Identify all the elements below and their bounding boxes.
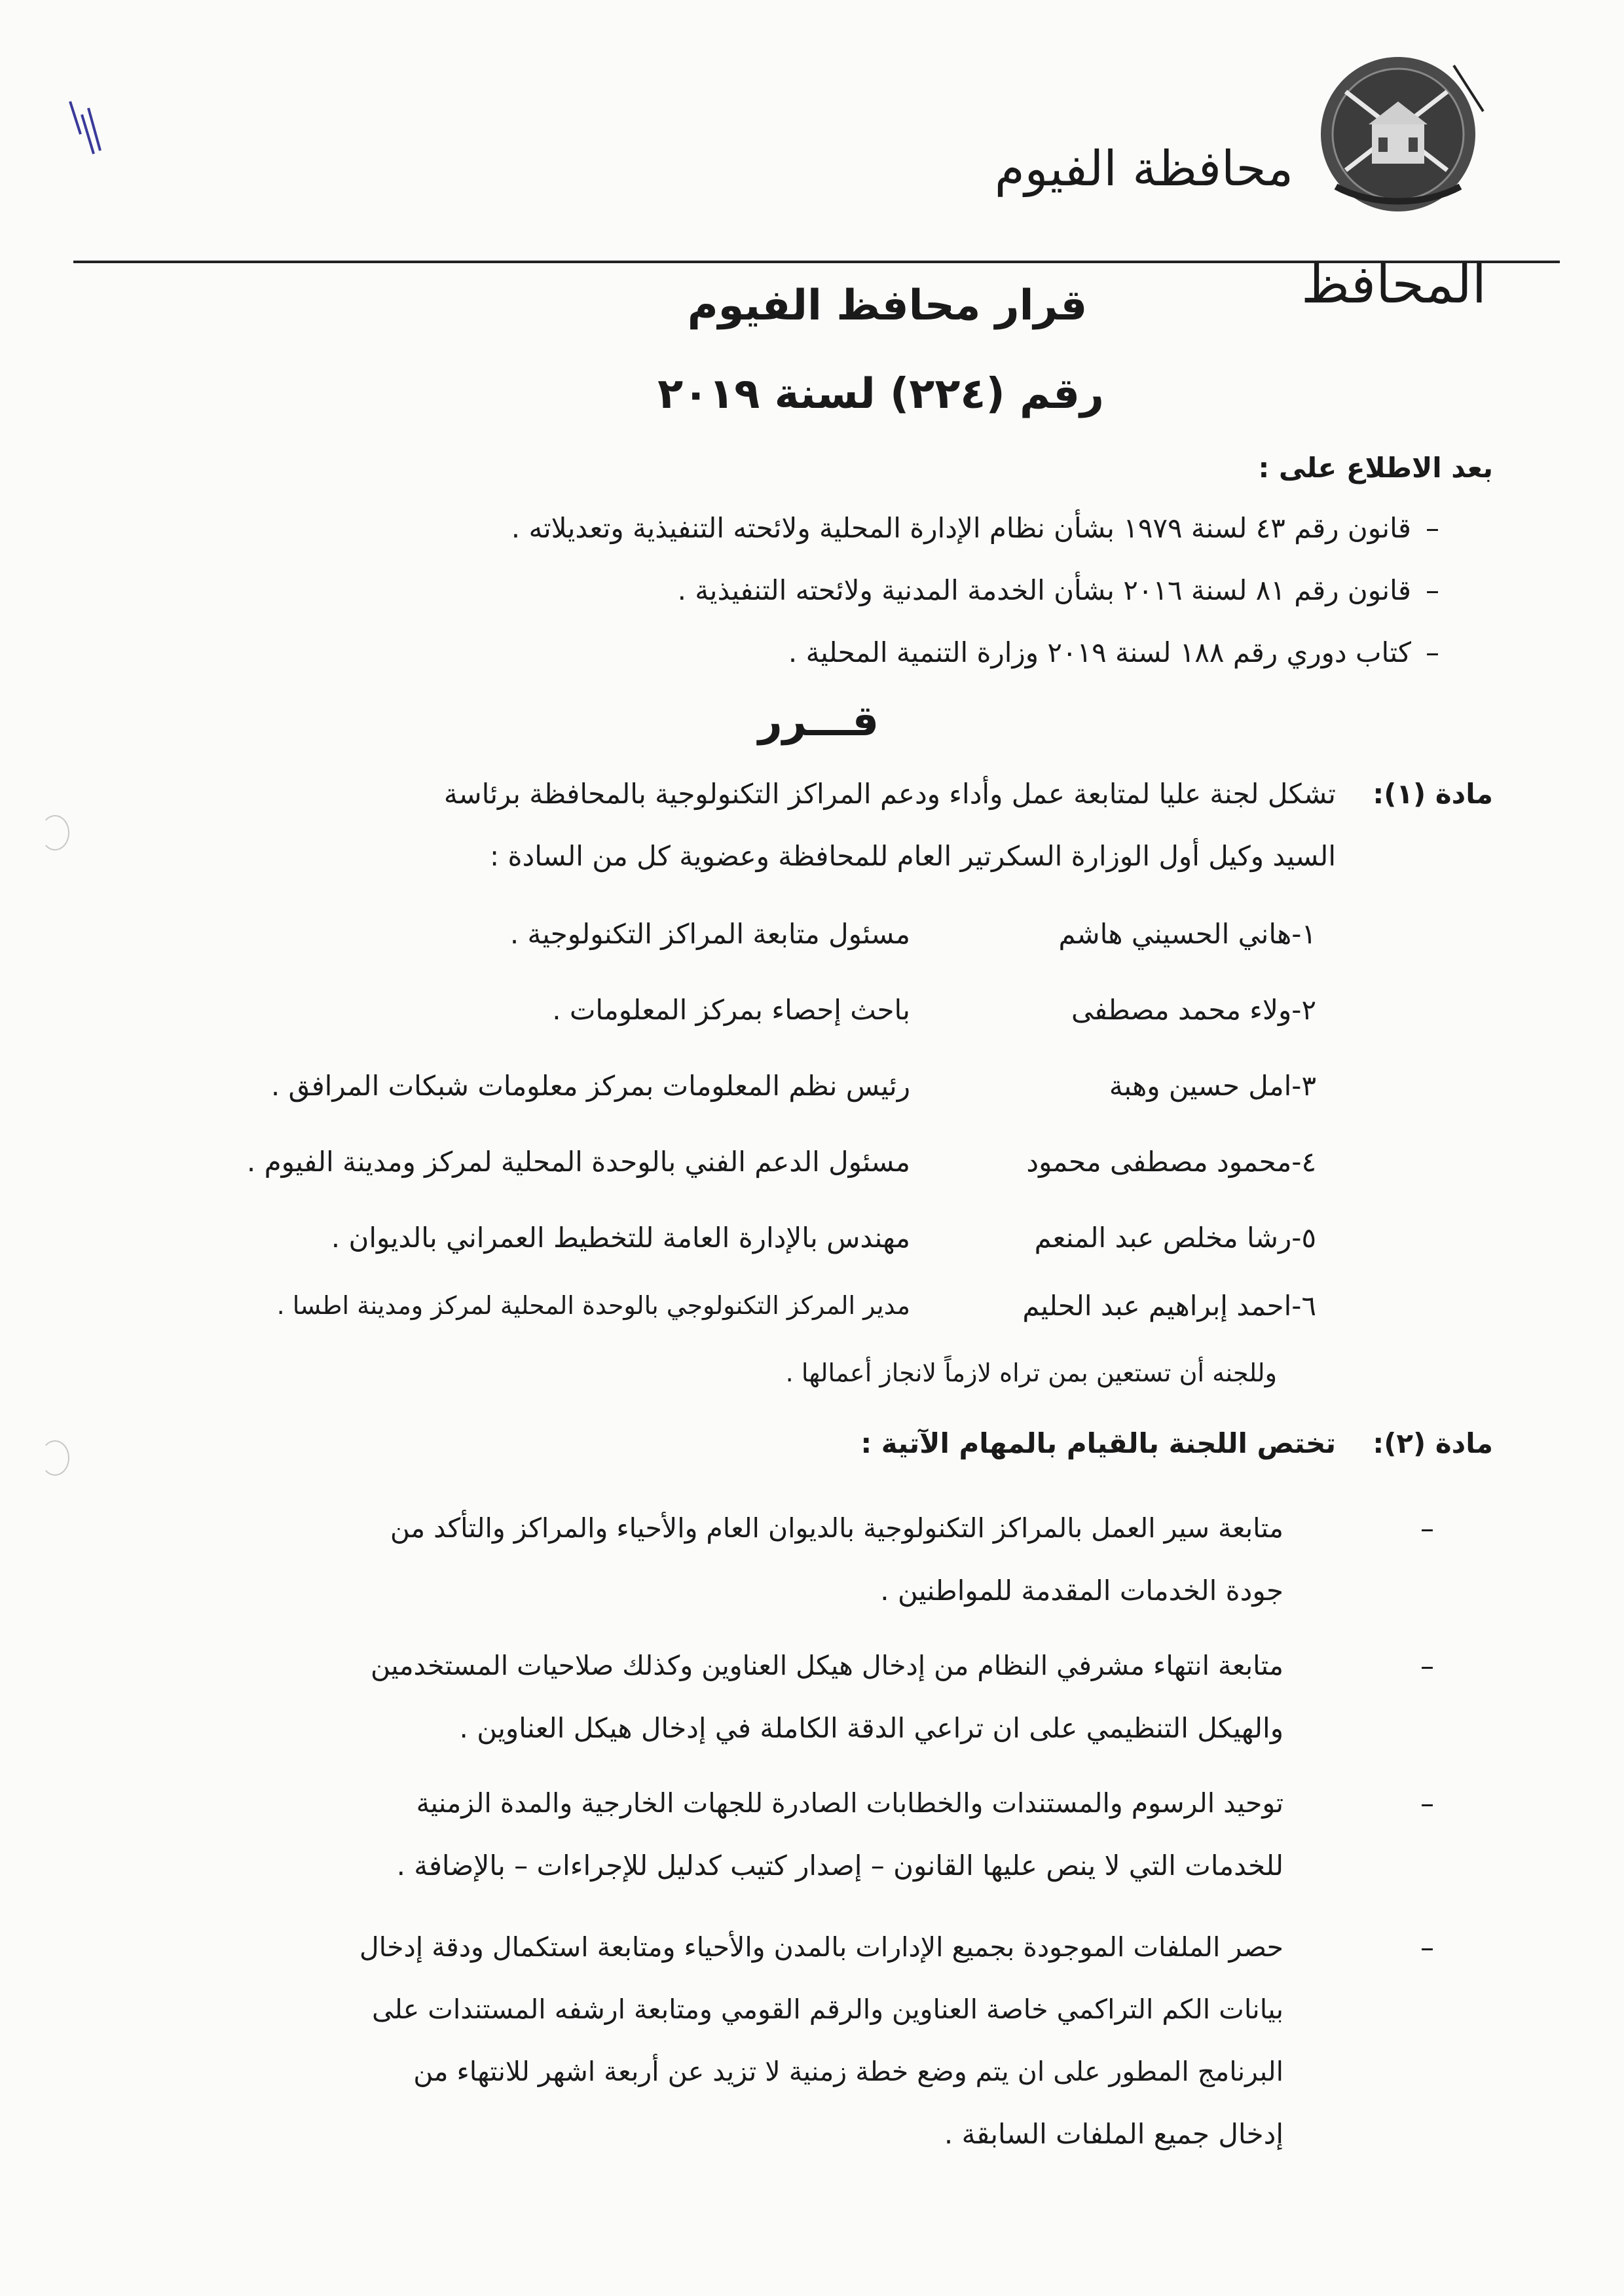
preamble-item: قانون رقم ٨١ لسنة ٢٠١٦ بشأن الخدمة المدنية ولائحته التنفيذية . — [677, 574, 1411, 606]
article-1-text: السيد وكيل أول الوزارة السكرتير العام للمحافظة وعضوية كل من السادة : — [490, 840, 1336, 872]
decision-number: رقم (٢٢٤) لسنة ٢٠١٩ — [657, 370, 1104, 418]
bullet-dash: – — [1420, 1787, 1434, 1819]
task-line: إدخال جميع الملفات السابقة . — [944, 2118, 1283, 2150]
task-line: متابعة انتهاء مشرفي النظام من إدخال هيكل العناوين وكذلك صلاحيات المستخدمين — [371, 1650, 1283, 1681]
member-role: رئيس نظم المعلومات بمركز معلومات شبكات المرافق . — [270, 1070, 910, 1102]
member-name: ٣-امل حسين وهبة — [1109, 1070, 1316, 1102]
punch-hole-mark — [41, 1440, 69, 1476]
task-line: للخدمات التي لا ينص عليها القانون – إصدار كتيب كدليل للإجراءات – بالإضافة . — [396, 1850, 1283, 1882]
member-name: ٦-احمد إبراهيم عبد الحليم — [1022, 1290, 1316, 1322]
member-name: ٤-محمود مصطفى محمود — [1026, 1146, 1316, 1178]
decision-word: قـــرر — [758, 697, 879, 746]
article-2-heading: تختص اللجنة بالقيام بالمهام الآتية : — [860, 1427, 1336, 1459]
member-name: ٥-رشا مخلص عبد المنعم — [1034, 1222, 1316, 1254]
member-name: ٢-ولاء محمد مصطفى — [1071, 994, 1316, 1026]
task-line: توحيد الرسوم والمستندات والخطابات الصادرة للجهات الخارجية والمدة الزمنية — [416, 1787, 1283, 1819]
preamble-item: كتاب دوري رقم ١٨٨ لسنة ٢٠١٩ وزارة التنمية المحلية . — [788, 636, 1411, 668]
bullet-dash: – — [1426, 636, 1439, 668]
task-line: جودة الخدمات المقدمة للمواطنين . — [880, 1575, 1283, 1607]
article-1-text: تشكل لجنة عليا لمتابعة عمل وأداء ودعم المراكز التكنولوجية بالمحافظة برئاسة — [443, 778, 1336, 810]
decision-title: قرار محافظ الفيوم — [687, 282, 1088, 330]
task-line: متابعة سير العمل بالمراكز التكنولوجية بالديوان العام والأحياء والمراكز والتأكد من — [390, 1512, 1283, 1544]
task-line: حصر الملفات الموجودة بجميع الإدارات بالمدن والأحياء ومتابعة استكمال ودقة إدخال — [359, 1931, 1283, 1963]
bullet-dash: – — [1420, 1512, 1434, 1544]
punch-hole-mark — [41, 815, 69, 850]
task-line: والهيكل التنظيمي على ان تراعي الدقة الكاملة في إدخال هيكل العناوين . — [459, 1712, 1283, 1744]
bullet-dash: – — [1420, 1931, 1434, 1963]
member-role: مهندس بالإدارة العامة للتخطيط العمراني بالديوان . — [331, 1222, 910, 1254]
article-1-label: مادة (١): — [1373, 778, 1493, 810]
member-role: مدير المركز التكنولوجي بالوحدة المحلية لمركز ومدينة اطسا . — [276, 1291, 910, 1320]
preamble-item: قانون رقم ٤٣ لسنة ١٩٧٩ بشأن نظام الإدارة المحلية ولائحته التنفيذية وتعديلاته . — [511, 512, 1411, 544]
handwritten-margin-mark — [62, 88, 115, 167]
member-role: مسئول متابعة المراكز التكنولوجية . — [509, 918, 910, 950]
fayoum-seal-icon — [1306, 39, 1490, 223]
preamble-intro: بعد الاطلاع على : — [1258, 452, 1493, 484]
member-role: باحث إحصاء بمركز المعلومات . — [552, 994, 910, 1026]
governorate-name: محافظة الفيوم — [994, 141, 1293, 197]
bullet-dash: – — [1420, 1650, 1434, 1682]
bullet-dash: – — [1426, 512, 1439, 544]
task-line: بيانات الكم التراكمي خاصة العناوين والرقم القومي ومتابعة ارشفه المستندات على — [372, 1994, 1283, 2025]
task-line: البرنامج المطور على ان يتم وضع خطة زمنية لا تزيد عن أربعة اشهر للانتهاء من — [413, 2056, 1283, 2087]
office-title: المحافظ — [1301, 254, 1486, 315]
article-2-label: مادة (٢): — [1373, 1427, 1493, 1459]
bullet-dash: – — [1426, 574, 1439, 606]
article-1-closing: وللجنه أن تستعين بمن تراه لازماً لانجاز أعمالها . — [785, 1358, 1277, 1387]
member-role: مسئول الدعم الفني بالوحدة المحلية لمركز ومدينة الفيوم . — [246, 1146, 910, 1178]
member-name: ١-هاني الحسيني هاشم — [1058, 918, 1316, 950]
